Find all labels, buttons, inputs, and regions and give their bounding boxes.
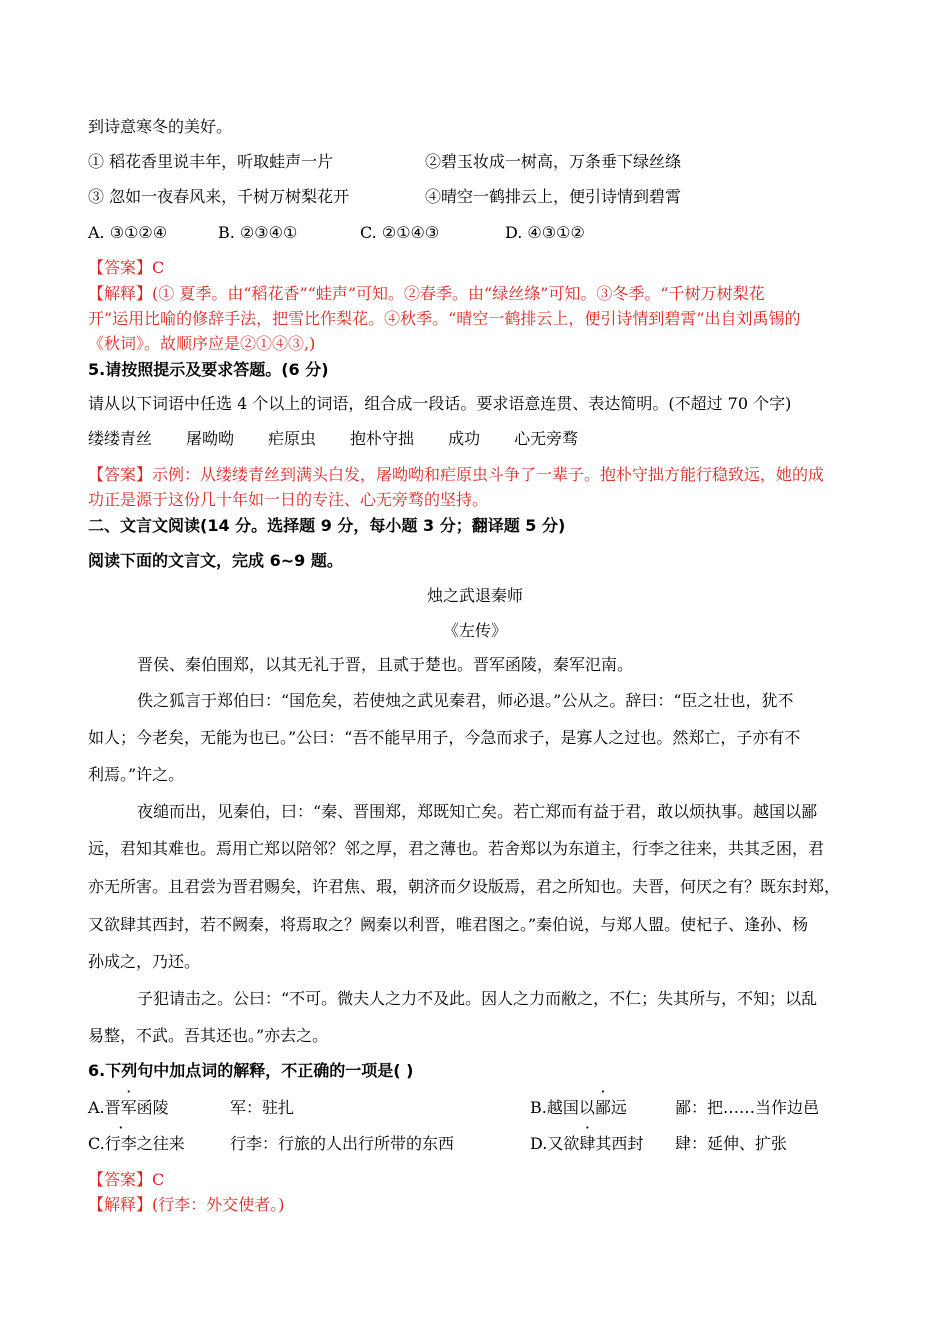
passage-p3-line2: 远，君知其难也。焉用亡郑以陪邻？邻之厚，君之薄也。若舍郑以为东道主，行李之往来，共其乏困，君 bbox=[88, 839, 825, 858]
answer-q5-line2: 功正是源于这份几十年如一日的专注、心无旁骛的坚持。 bbox=[88, 490, 489, 509]
poem-option-1: ① 稻花香里说丰年，听取蛙声一片 bbox=[88, 152, 334, 171]
poem-option-2: ②碧玉妆成一树高，万条垂下绿丝绦 bbox=[425, 152, 682, 171]
dotted-word: 鄙 bbox=[594, 1098, 611, 1117]
dotted-word: 行李 bbox=[104, 1134, 137, 1153]
explanation-q4-line1: 【解释】(① 夏季。由“稻花香”“蛙声”可知。②春季。由“绿丝绦”可知。③冬季。“千树万树梨花 bbox=[88, 284, 765, 303]
intro-tail: 到诗意寒冬的美好。 bbox=[88, 117, 233, 136]
section2-instruction: 阅读下面的文言文，完成 6~9 题。 bbox=[88, 551, 343, 570]
q6-note-b: 鄙：把……当作边邑 bbox=[675, 1098, 820, 1117]
answer-q6: 【答案】C bbox=[88, 1170, 165, 1189]
passage-p1: 晋侯、秦伯围郑，以其无礼于晋，且贰于楚也。晋军函陵，秦军氾南。 bbox=[137, 655, 634, 674]
choice-c: C. ②①④③ bbox=[360, 223, 440, 242]
explanation-q6: 【解释】(行李：外交使者。) bbox=[88, 1195, 285, 1214]
passage-source: 《左传》 bbox=[442, 621, 507, 640]
passage-p4-line1: 子犯请击之。公曰：“不可。微夫人之力不及此。因人之力而敝之，不仁；失其所与，不知；以乱 bbox=[137, 989, 818, 1008]
word-item: 抱朴守拙 bbox=[350, 429, 415, 448]
q6-option-a: A.晋军函陵 bbox=[88, 1098, 169, 1117]
q5-heading: 5.请按照提示及要求答题。(6 分) bbox=[88, 360, 329, 379]
q5-prompt: 请从以下词语中任选 4 个以上的词语，组合成一段话。要求语意连贯、表达简明。(不超过 70 个字) bbox=[88, 394, 792, 413]
word-item: 心无旁骛 bbox=[514, 429, 579, 448]
passage-p2-line3: 利焉。”许之。 bbox=[88, 765, 185, 784]
poem-option-4: ④晴空一鹤排云上，便引诗情到碧霄 bbox=[425, 187, 682, 206]
q5-word-list bbox=[88, 428, 612, 450]
dotted-word: 肆 bbox=[579, 1134, 596, 1153]
answer-q5-line1: 【答案】示例：从缕缕青丝到满头白发，屠呦呦和疟原虫斗争了一辈子。抱朴守拙方能行稳致远，她的成 bbox=[88, 465, 825, 484]
explanation-q4-line2: 开”运用比喻的修辞手法，把雪比作梨花。④秋季。“晴空一鹤排云上，便引诗情到碧霄”出自刘禹锡的 bbox=[88, 309, 801, 328]
q6-option-b: B.越国以鄙远 bbox=[530, 1098, 627, 1117]
passage-p3-line4: 又欲肆其西封，若不阙秦，将焉取之？阙秦以利晋，唯君图之。”秦伯说，与郑人盟。使杞子、逢孙、杨 bbox=[88, 915, 809, 934]
passage-p2-line1: 佚之狐言于郑伯曰：“国危矣，若使烛之武见秦君，师必退。”公从之。辞曰：“臣之壮也，犹不 bbox=[137, 691, 794, 710]
poem-option-3: ③ 忽如一夜春风来，千树万树梨花开 bbox=[88, 187, 350, 206]
choice-b: B. ②③④① bbox=[218, 223, 298, 242]
q6-note-a: 军：驻扎 bbox=[230, 1098, 295, 1117]
passage-p2-line2: 如人；今老矣，无能为也已。”公曰：“吾不能早用子，今急而求子，是寡人之过也。然郑亡，子亦有不 bbox=[88, 728, 801, 747]
passage-p3-line1: 夜缒而出，见秦伯，曰：“秦、晋围郑，郑既知亡矣。若亡郑而有益于君，敢以烦执事。越国以鄙 bbox=[137, 802, 818, 821]
answer-q4: 【答案】C bbox=[88, 258, 165, 277]
choice-a: A. ③①②④ bbox=[88, 223, 168, 242]
word-item: 缕缕青丝 bbox=[88, 429, 153, 448]
q6-note-c: 行李：行旅的人出行所带的东西 bbox=[230, 1134, 455, 1153]
choice-d: D. ④③①② bbox=[505, 223, 585, 242]
passage-p4-line2: 易整，不武。吾其还也。”亦去之。 bbox=[88, 1026, 329, 1045]
word-item: 成功 bbox=[448, 429, 481, 448]
dotted-word: 军 bbox=[120, 1098, 137, 1117]
passage-title: 烛之武退秦师 bbox=[426, 586, 523, 605]
passage-p3-line5: 孙成之，乃还。 bbox=[88, 952, 201, 971]
q6-option-d: D.又欲肆其西封 bbox=[530, 1134, 644, 1153]
section2-heading: 二、文言文阅读(14 分。选择题 9 分，每小题 3 分；翻译题 5 分) bbox=[88, 516, 566, 535]
word-item: 屠呦呦 bbox=[186, 429, 235, 448]
explanation-q4-line3: 《秋词》。故顺序应是②①④③,) bbox=[88, 334, 316, 353]
q6-option-c: C.行李之往来 bbox=[88, 1134, 185, 1153]
word-item: 疟原虫 bbox=[268, 429, 317, 448]
q6-heading: 6.下列句中加点词的解释，不正确的一项是( ) bbox=[88, 1061, 414, 1080]
q6-note-d: 肆：延伸、扩张 bbox=[675, 1134, 788, 1153]
passage-p3-line3: 亦无所害。且君尝为晋君赐矣，许君焦、瑕，朝济而夕设版焉，君之所知也。夫晋，何厌之有？既东封郑， bbox=[88, 877, 841, 896]
